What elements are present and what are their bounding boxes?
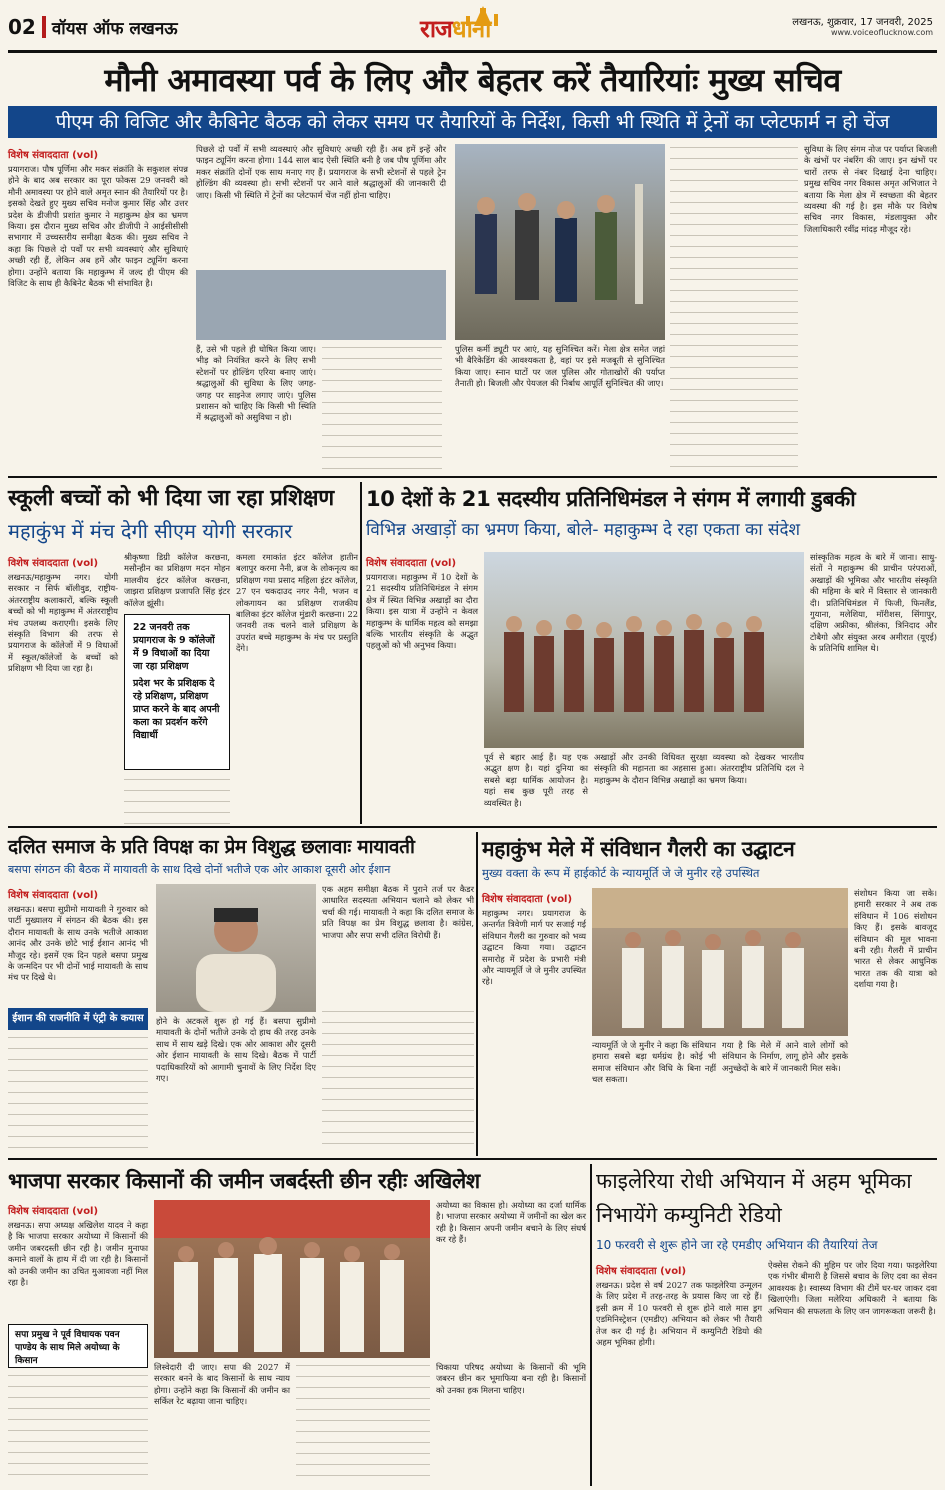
story6-col1b-filler [8,1372,148,1484]
story2-highlight-box [124,614,230,770]
story6-column-1 [8,1200,148,1322]
section-divider-2 [8,826,937,828]
column-rule-2 [476,832,478,1156]
story2-column-1 [8,552,118,822]
date-text: लखनऊ, शुक्रवार, 17 जनवरी, 2025 [792,17,933,28]
story6-byline: विशेष संवाददाता (vol) [8,1206,99,1217]
delegation-group-photo-icon [484,552,804,748]
lead-column-3b [322,344,442,474]
logo-text-1: राज [420,15,452,43]
story6-col1-text: लखनऊ। सपा अध्यक्ष अखिलेश यादव ने कहा है कि भाजपा सरकार अयोध्या में किसानों की जमीन जबरदस्ती छीन रही है। जमीन मुनाफा कमाने वालों के हाथ में दी जा रही है। किसानों को उनकी जमीन का उचित मुआवजा नहीं मिल रहा है। [8,1220,148,1288]
lead-column-4 [455,344,665,474]
masthead-left [8,10,428,44]
story5-col2-text: न्यायमूर्ति जे जे मुनीर ने कहा कि संविधान हमारा सबसे बड़ा धर्मग्रंथ है। कोई भी समाज संविधान और विधि के बिना नहीं चल सकता। [592,1040,716,1085]
lead-secondary-strip [196,270,446,340]
story3-col4-text: सांस्कृतिक महत्व के बारे में जाना। साधु-संतों ने महाकुम्भ की प्राचीन परंपराओं, अखाड़ों की भूमिका और भारतीय संस्कृति की महिमा के बारे में विस्तार से जानकारी दी। प्रतिनिधिमंडल में फिजी, फिनलैंड, गुयाना, मलेशिया, मॉरीशस, सिंगापुर, दक्षिण अफ्रीका, श्रीलंका, त्रिनिदाद और टोबैगो और संयुक्त अरब अमीरात (यूएई) के प्रतिनिधि शामिल थे। [810,552,937,654]
story4-headline: दलित समाज के प्रति विपक्ष का प्रेम विशुद्ध छलावाः मायावती [8,836,415,858]
website-link[interactable]: www.voiceoflucknow.com [830,28,933,37]
story2-col1-text: लखनऊ/महाकुम्भ नगर। योगी सरकार न सिर्फ बॉलीवुड, राष्ट्रीय-अंतरराष्ट्रीय कलाकारों, बल्कि स्कूली बच्चों को भी महाकुम्भ में अंतरराष्ट्रीय मंच उपलब्ध कराएगी। इसके लिए संस्कृति विभाग की तरफ से प्रयागराज के कॉलेजों में 9 विधाओं में स्कूल/कॉलेजों के बच्चों को प्रशिक्षण भी दिया जा रहा है। [8,572,118,674]
section-divider-1 [8,476,937,478]
story3-col2-text: पूर्व से बहार आई हैं। यह एक अद्भुत क्षण है। यहां दुनिया का सबसे बड़ा धार्मिक आयोजन है। यहां सब कुछ पूरी तरह से व्यवस्थित है। [484,752,588,808]
story2-column-3 [236,552,358,824]
story4-byline: विशेष संवाददाता (vol) [8,890,99,901]
story4-column-1b [8,1034,148,1154]
story6-col4-text: चिकाया परिषद अयोध्या के किसानों की भूमि जबरन छीन कर भूमाफिया बना रही है। किसानों को उनका हक मिलना चाहिए। [436,1362,586,1395]
dateline [703,14,933,37]
story2-column-2 [124,552,230,612]
story5-column-4 [854,888,937,1156]
lead-column-5 [670,144,798,474]
story4-column-1 [8,884,148,1004]
story4-col1-text: लखनऊ। बसपा सुप्रीमो मायावती ने गुरुवार को पार्टी मुख्यालय में संगठन की बैठक की। इस दौरान मायावती के साथ उनके भतीजे आकाश आनंद और उनके छोटे भाई ईशान आनंद भी मौजूद रहे। इसमें एक दिन पहले बसपा प्रमुख के जन्मदिन पर भी दोनों भाई मायावती के साथ मंच पर दिखे थे। [8,904,148,983]
story5-subheadline: मुख्य वक्ता के रूप में हाईकोर्ट के न्यायमूर्ति जे जे मुनीर रहे उपस्थित [482,866,760,880]
story7-byline: विशेष संवाददाता (vol) [596,1266,687,1277]
lead-column-3 [196,344,316,474]
story7-column-1 [596,1260,762,1486]
story2-column-2b [124,776,230,824]
section-divider-3 [8,1158,937,1160]
lead-col4-text: पुलिस कर्मी ड्यूटी पर आएं, यह सुनिश्चित करें। मेला क्षेत्र समेत जहां भी बैरिकेडिंग की आवश्यकता है, वहां पर इसे मजबूती से सुनिश्चित किया जाए। स्नान घाटों पर जल पुलिस और गोताखोरों की पर्याप्त तैनाती हो। बिजली और पेयजल की निर्बाध आपूर्ति सुनिश्चित की जाए। [455,344,665,389]
logo-text [420,12,490,45]
story6-col2-text: अयोध्या का विकास हो। अयोध्या का दर्जा धार्मिक है। भाजपा सरकार अयोध्या में जमीनों का खेल कर रही है। किसान अपनी जमीन बचाने के लिए संघर्ष कर रहे हैं। [436,1200,586,1245]
story3-column-4 [810,552,937,824]
lead-col3-text: हैं, उसे भी पहले ही घोषित किया जाए। भीड़ को नियंत्रित करने के लिए सभी स्टेशनों पर होल्डिंग एरिया बनाए जाएं। श्रद्धालुओं की सुविधा के लिए जगह-जगह पर साइनेज लगाए जाएं। पुलिस प्रशासन को चाहिए कि किसी भी स्थिति में श्रद्धालुओं को असुविधा न हो। [196,344,316,423]
lead-photo [455,144,665,340]
lead-column-2 [196,144,446,264]
masthead-divider [42,16,46,38]
story6-column-2 [436,1200,586,1358]
story6-headline: भाजपा सरकार किसानों की जमीन जबर्दस्ती छीन रहीः अखिलेश [8,1169,480,1193]
lead-col1-text: प्रयागराज। पौष पूर्णिमा और मकर संक्रांति के सकुशल संपन्न होने के बाद अब सरकार का पूरा फोकस 29 जनवरी को मौनी अमावस्या पर होने वाले अमृत स्नान की तैयारियों पर है। इसको देखते हुए मुख्य सचिव मनोज कुमार सिंह और उत्तर प्रदेश के डीजीपी प्रशांत कुमार ने महाकुम्भ क्षेत्र का भ्रमण किया। इस दौरान मुख्य सचिव और डीजीपी ने आईसीसीसी सभागार में उच्चस्तरीय समीक्षा बैठक की। मुख्य सचिव ने कहा कि पिछले दो पर्वों पर सभी व्यवस्थाएं और सुविधाएं अच्छी रही हैं, लेकिन अब हमें और फाइन ट्यूनिंग करना होगा। उन्होंने बताया कि महाकुम्भ में जल्द ही पीएम की विजिट के साथ ही कैबिनेट बैठक भी संभावित है। [8,164,188,289]
story2-subheadline: महाकुंभ में मंच देगी सीएम योगी सरकार [8,519,293,543]
story6-column-3 [154,1362,290,1484]
story6-highlight-box: सपा प्रमुख ने पूर्व विधायक पवन पाण्डेय के साथ मिले अयोध्या के किसान [8,1324,148,1368]
story5-col4-text: संशोधन किया जा सके। हमारी सरकार ने अब तक संविधान में 106 संशोधन किए हैं। इसके बावजूद संविधान की मूल भावना बनी रही। गैलरी में प्राचीन भारत से लेकर आधुनिक भारत तक की यात्रा को दर्शाया गया है। [854,888,937,990]
story7-column-2 [768,1260,937,1486]
story2-headline: स्कूली बच्चों को भी दिया जा रहा प्रशिक्षण [8,486,334,511]
officials-inspection-photo-icon [455,144,665,340]
story6-col3-text: लिस्वेदारी दी जाए। सपा की 2027 में सरकार बनने के बाद किसानों के साथ न्याय होगा। उन्होंने कहा कि किसानों की जमीन का सर्किल रेट बढ़ाया जाना चाहिए। [154,1362,290,1407]
story5-column-1 [482,888,586,1156]
portrait-photo-icon [156,884,316,1012]
story7-headline: फाइलेरिया रोधी अभियान में अहम भूमिका निभायेंगे कम्युनिटी रेडियो [596,1169,912,1227]
story4-column-3b [322,1008,474,1154]
story3-column-1 [366,552,478,824]
story2-col2-text: श्रीकृष्णा डिग्री कॉलेज करछना, मसौन्हीन का प्रशिक्षण मदन मोहन मालवीय इंटर कॉलेज करछना, जाझरा प्रशिक्षण प्रजापति सिंह इंटर कॉलेज झूंसी। [124,552,230,608]
lead-column-6 [804,144,937,474]
lead-col2-text: पिछले दो पर्वों में सभी व्यवस्थाएं और सुविधाएं अच्छी रही हैं। अब हमें इन्हें और फाइन ट्यूनिंग करना होगा। 144 साल बाद ऐसी स्थिति बनी है जब पौष पूर्णिमा और मकर संक्रांति दोनों एक साथ मनाए गए हैं। प्रयागराज के सभी स्टेशनों से पहले ट्रेन होल्डिंग की व्यवस्था हो। सभी स्टेशनों पर आने वाले श्रद्धालुओं की जानकारी दी जाए। किसी भी स्थिति में ट्रेनों का प्लेटफार्म चेंज नहीं होना चाहिए। [196,144,446,200]
logo-text-2: धानी [451,15,491,43]
masthead-rule [8,50,937,53]
lead-col5-text: सुविधा के लिए संगम नोज पर पर्याप्त बिजली के खंभों पर नंबरिंग की जाए। इन खंभों पर चारों तरफ से नंबर दिखाई देना चाहिए। प्रमुख सचिव नगर विकास अमृत अभिजात ने बताया कि मेला क्षेत्र में स्वच्छता की बेहतर व्यवस्था की गई है। इस मौके पर विशेष सचिव नगर विकास, मंडलायुक्त और जिलाधिकारी रवींद्र मांदड़ मौजूद रहे। [804,144,937,234]
story4-column-2 [156,1016,316,1154]
story4-col3-text: एक अहम समीक्षा बैठक में पुराने तर्ज पर कैडर आधारित सदस्यता अभियान चलाने को लेकर भी चर्चा की गई। मायावती ने कहा कि दलित समाज के प्रति विपक्ष का प्रेम विशुद्ध छलावा है। कांग्रेस, भाजपा और सपा सभी दलित विरोधी हैं। [322,884,474,940]
story4-col1b-filler [8,1034,148,1154]
story5-byline: विशेष संवाददाता (vol) [482,894,573,905]
story2-box-line2: प्रदेश भर के प्रशिक्षक दे रहे प्रशिक्षण, प्रशिक्षण प्राप्त करने के बाद अपनी कला का प्रदर्शन करेंगे विद्यार्थी [133,678,220,741]
story7-col2-text: ऐक्सेस रोकने की मुहिम पर जोर दिया गया। फाइलेरिया एक गंभीर बीमारी है जिससे बचाव के लिए दवा का सेवन आवश्यक है। स्वास्थ्य विभाग की टीमें घर-घर जाकर दवा खिलाएंगी। जिला मलेरिया अधिकारी ने बताया कि अभियान की सफलता के लिए जन जागरूकता जरूरी है। [768,1260,937,1316]
story2-box-line1: 22 जनवरी तक प्रयागराज के 9 कॉलेजों में 9 विधाओं का दिया जा रहा प्रशिक्षण [133,622,215,672]
story6-column-3b [296,1362,430,1484]
akhilesh-photo [154,1200,430,1358]
story3-column-3 [594,752,804,824]
lead-col5-filler [670,144,798,474]
story4-quote-band: ईशान की राजनीति में एंट्री के कयास [8,1008,148,1030]
story3-col1-text: प्रयागराज। महाकुम्भ में 10 देशों के 21 सदस्यीय प्रतिनिधिमंडल ने संगम क्षेत्र में स्थित विभिन्न अखाड़ों का दौरा किया। इस यात्रा में उन्होंने न केवल महाकुम्भ के धार्मिक महत्व को समझा बल्कि भारतीय संस्कृति के अद्भुत पहलुओं को भी अनुभव किया। [366,572,478,651]
story5-column-3 [722,1040,848,1156]
story4-col3b-filler [322,1008,474,1154]
column-rule-1 [360,482,362,824]
story6-col3b-filler [296,1362,430,1484]
column-rule-3 [590,1164,592,1486]
press-meet-photo-icon [154,1200,430,1358]
lead-subheadline: पीएम की विजिट और कैबिनेट बैठक को लेकर समय पर तैयारियों के निर्देश, किसी भी स्थिति में ट्रेनों का प्लेटफार्म न हो चेंज [8,106,937,138]
lead-headline: मौनी अमावस्या पर्व के लिए और बेहतर करें तैयारियांः मुख्य सचिव [104,61,841,99]
story4-subheadline: बसपा संगठन की बैठक में मायावती के साथ दिखे दोनों भतीजे एक ओर आकाश दूसरी ओर ईशान [8,863,391,876]
story2-col2b-filler [124,776,230,824]
story2-col3-text: कमला रमाकांत इंटर कॉलेज हातीन बलापुर करमा नैनी, ब्रज के लोकनृत्य का प्रशिक्षण गया प्रसाद महिला इंटर कॉलेज, 27 एन चकदाउद नगर नैनी, भजन व लोकगायन का प्रशिक्षण राजकीय बालिका इंटर कॉलेज मुंडारी करछना। 22 जनवरी तक चलने वाले प्रशिक्षण के उपरांत बच्चे महाकुम्भ के मंच पर प्रस्तुति देंगे। [236,552,358,654]
story7-subheadline: 10 फरवरी से शुरू होने जा रहे एमडीए अभियान की तैयारियां तेज [596,1238,878,1252]
story3-subheadline: विभिन्न अखाड़ों का भ्रमण किया, बोले- महाकुम्भ दे रहा एकता का संदेश [366,520,801,540]
mayawati-photo [156,884,316,1012]
lead-byline: विशेष संवाददाता (vol) [8,150,99,161]
lead-column-1 [8,144,188,474]
story2-byline: विशेष संवाददाता (vol) [8,558,99,569]
story5-headline: महाकुंभ मेले में संविधान गैलरी का उद्घाटन [482,837,795,861]
story5-col3-text: गया है कि मेले में आने वाले लोगों को संविधान के निर्माण, लागू होने और इसके अनुच्छेदों के बारे में जानकारी मिल सके। [722,1040,848,1073]
page-number: 02 [8,15,36,39]
story7-col1-text: लखनऊ। प्रदेश से वर्ष 2027 तक फाइलेरिया उन्मूलन के लिए प्रदेश में तरह-तरह के प्रयास किए जा रहे हैं। इसी क्रम में 10 फरवरी से शुरू होने वाले मास ड्रग एडमिनिस्ट्रेशन (एमडीए) अभियान को लेकर भी तैयारी तेज कर दी गई है। अभियान में कम्युनिटी रेडियो की अहम भूमिका होगी। [596,1280,762,1348]
inauguration-photo-icon [592,888,848,1036]
newspaper-logo [420,4,540,50]
story3-byline: विशेष संवाददाता (vol) [366,558,457,569]
story3-photo [484,552,804,748]
story6-column-1b [8,1372,148,1484]
story3-column-2 [484,752,588,824]
page-name: वॉयस ऑफ लखनऊ [51,18,178,39]
story3-headline: 10 देशों के 21 सदस्यीय प्रतिनिधिमंडल ने संगम में लगायी डुबकी [366,487,856,511]
story4-column-3 [322,884,474,1004]
story6-column-4 [436,1362,586,1484]
lead-col3b-text [322,344,442,474]
story4-col2-text: होने के अटकलें शुरू हो गई हैं। बसपा सुप्रीमो मायावती के दोनों भतीजे उनके दो हाथ की तरह उनके साथ में साथ खड़े दिखे। एक ओर आकाश और दूसरी ओर ईशान मायावती के साथ दिखे। बैठक में पार्टी पदाधिकारियों को आगामी चुनावों के लिए निर्देश दिए गए। [156,1016,316,1084]
story3-col3-text: अखाड़ों और उनकी विधिवत सुरक्षा व्यवस्था को देखकर भारतीय संस्कृति की महानता का अहसास हुआ। अंतरराष्ट्रीय प्रतिनिधि दल ने महाकुम्भ के दौरान विभिन्न अखाड़ों का भ्रमण किया। [594,752,804,785]
story5-column-2 [592,1040,716,1156]
story5-photo [592,888,848,1036]
story5-col1-text: महाकुम्भ नगर। प्रयागराज के अन्तर्गत त्रिवेणी मार्ग पर सजाई गई संविधान गैलरी का गुरुवार को भव्य उद्घाटन किया गया। उद्घाटन समारोह में प्रदेश के प्रभारी मंत्री और न्यायमूर्ति जे जे मुनीर उपस्थित रहे। [482,908,586,987]
